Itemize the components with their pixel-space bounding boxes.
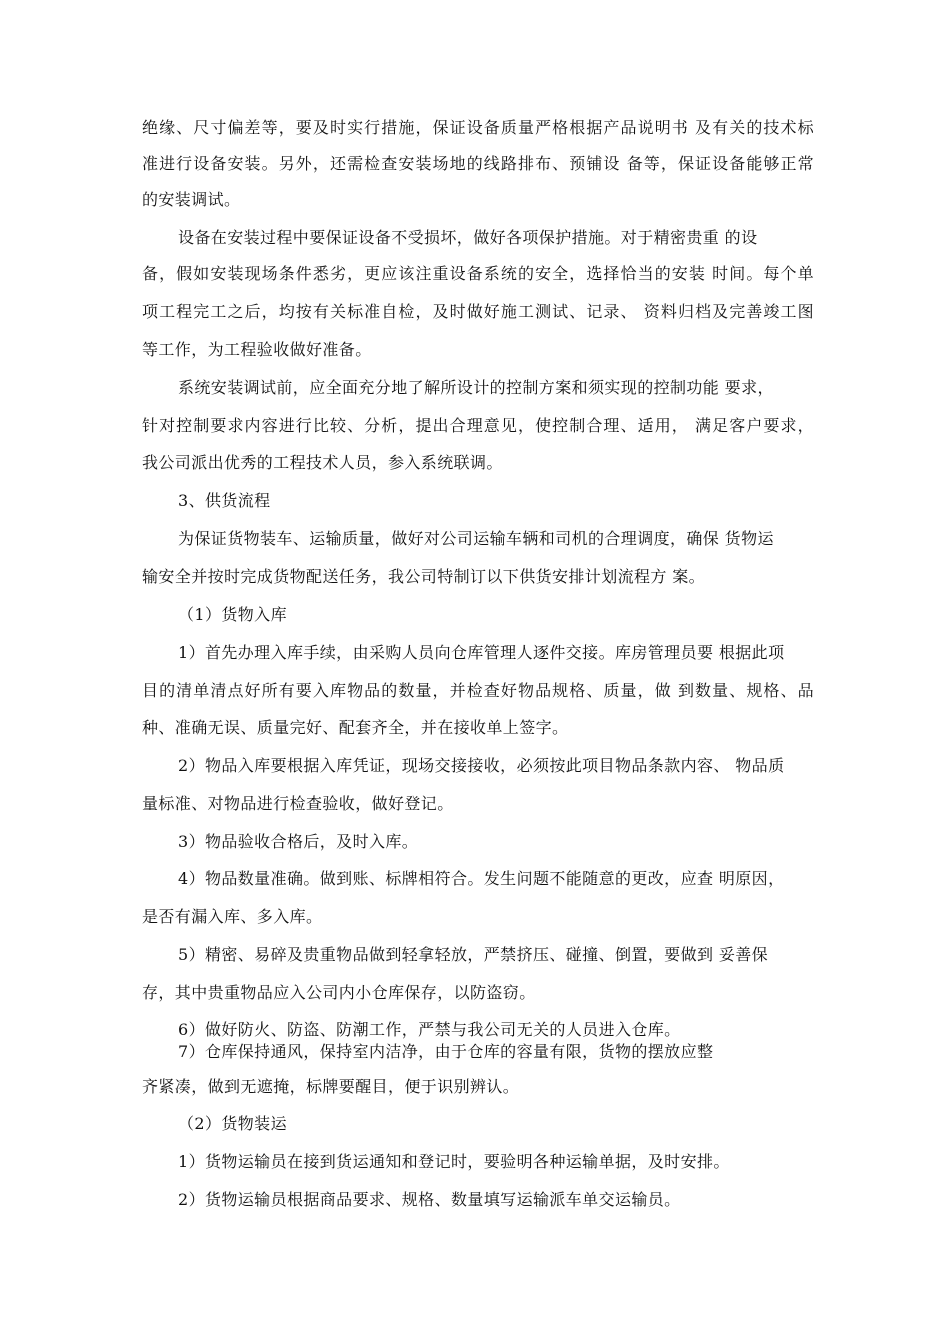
paragraph-first-line: 设备在安装过程中要保证设备不受损坏，做好各项保护措施。对于精密贵重 的设	[178, 228, 758, 247]
text-line: 存，其中贵重物品应入公司内小仓库保存，以防盗窃。	[142, 983, 536, 1002]
list-item: 2）物品入库要根据入库凭证，现场交接接收，必须按此项目物品条款内容、 物品质	[178, 756, 785, 775]
paragraph-first-line: 系统安装调试前，应全面充分地了解所设计的控制方案和须实现的控制功能 要求，	[178, 378, 774, 397]
text-line: 备，假如安装现场条件悉劣，更应该注重设备系统的安全，选择恰当的安装 时间。每个单	[142, 264, 814, 283]
list-item: 3）物品验收合格后，及时入库。	[178, 832, 419, 851]
list-item: 7）仓库保持通风，保持室内洁净，由于仓库的容量有限，货物的摆放应整	[178, 1042, 714, 1061]
text-line: 齐紧凑，做到无遮掩，标牌要醒目，便于识别辨认。	[142, 1077, 520, 1096]
text-line: 目的清单清点好所有要入库物品的数量，并检查好物品规格、质量，做 到数量、规格、品	[142, 681, 814, 700]
subsection-heading: （2）货物装运	[178, 1114, 287, 1133]
text-line: 针对控制要求内容进行比较、分析，提出合理意见，使控制合理、适用， 满足客户要求，	[142, 416, 814, 435]
list-item: 4）物品数量准确。做到账、标牌相符合。发生问题不能随意的更改，应查 明原因，	[178, 869, 785, 888]
text-line: 的安装调试。	[142, 190, 241, 209]
list-item: 1）货物运输员在接到货运通知和登记时，要验明各种运输单据，及时安排。	[178, 1152, 730, 1171]
list-item: 2）货物运输员根据商品要求、规格、数量填写运输派车单交运输员。	[178, 1190, 681, 1209]
text-line: 量标准、对物品进行检查验收，做好登记。	[142, 794, 454, 813]
text-line: 项工程完工之后，均按有关标准自检，及时做好施工测试、记录、 资料归档及完善竣工图	[142, 302, 814, 321]
list-item: 1）首先办理入库手续，由采购人员向仓库管理人逐件交接。库房管理员要 根据此项	[178, 643, 785, 662]
text-line: 准进行设备安装。另外，还需检查安装场地的线路排布、预铺设 备等，保证设备能够正常	[142, 154, 814, 173]
subsection-heading: （1）货物入库	[178, 605, 287, 624]
paragraph-first-line: 为保证货物装车、运输质量，做好对公司运输车辆和司机的合理调度，确保 货物运	[178, 529, 774, 548]
text-line: 等工作，为工程验收做好准备。	[142, 340, 372, 359]
list-item: 5）精密、易碎及贵重物品做到轻拿轻放，严禁挤压、碰撞、倒置，要做到 妥善保	[178, 945, 769, 964]
text-line: 是否有漏入库、多入库。	[142, 907, 323, 926]
text-line: 我公司派出优秀的工程技术人员，参入系统联调。	[142, 453, 503, 472]
text-line: 种、准确无误、质量完好、配套齐全，并在接收单上签字。	[142, 718, 569, 737]
text-line: 输安全并按时完成货物配送任务，我公司特制订以下供货安排计划流程方 案。	[142, 567, 706, 586]
list-item: 6）做好防火、防盗、防潮工作，严禁与我公司无关的人员进入仓库。	[178, 1020, 681, 1039]
section-heading: 3、供货流程	[178, 491, 271, 510]
text-line: 绝缘、尺寸偏差等，要及时实行措施，保证设备质量严格根据产品说明书 及有关的技术标	[142, 118, 814, 137]
